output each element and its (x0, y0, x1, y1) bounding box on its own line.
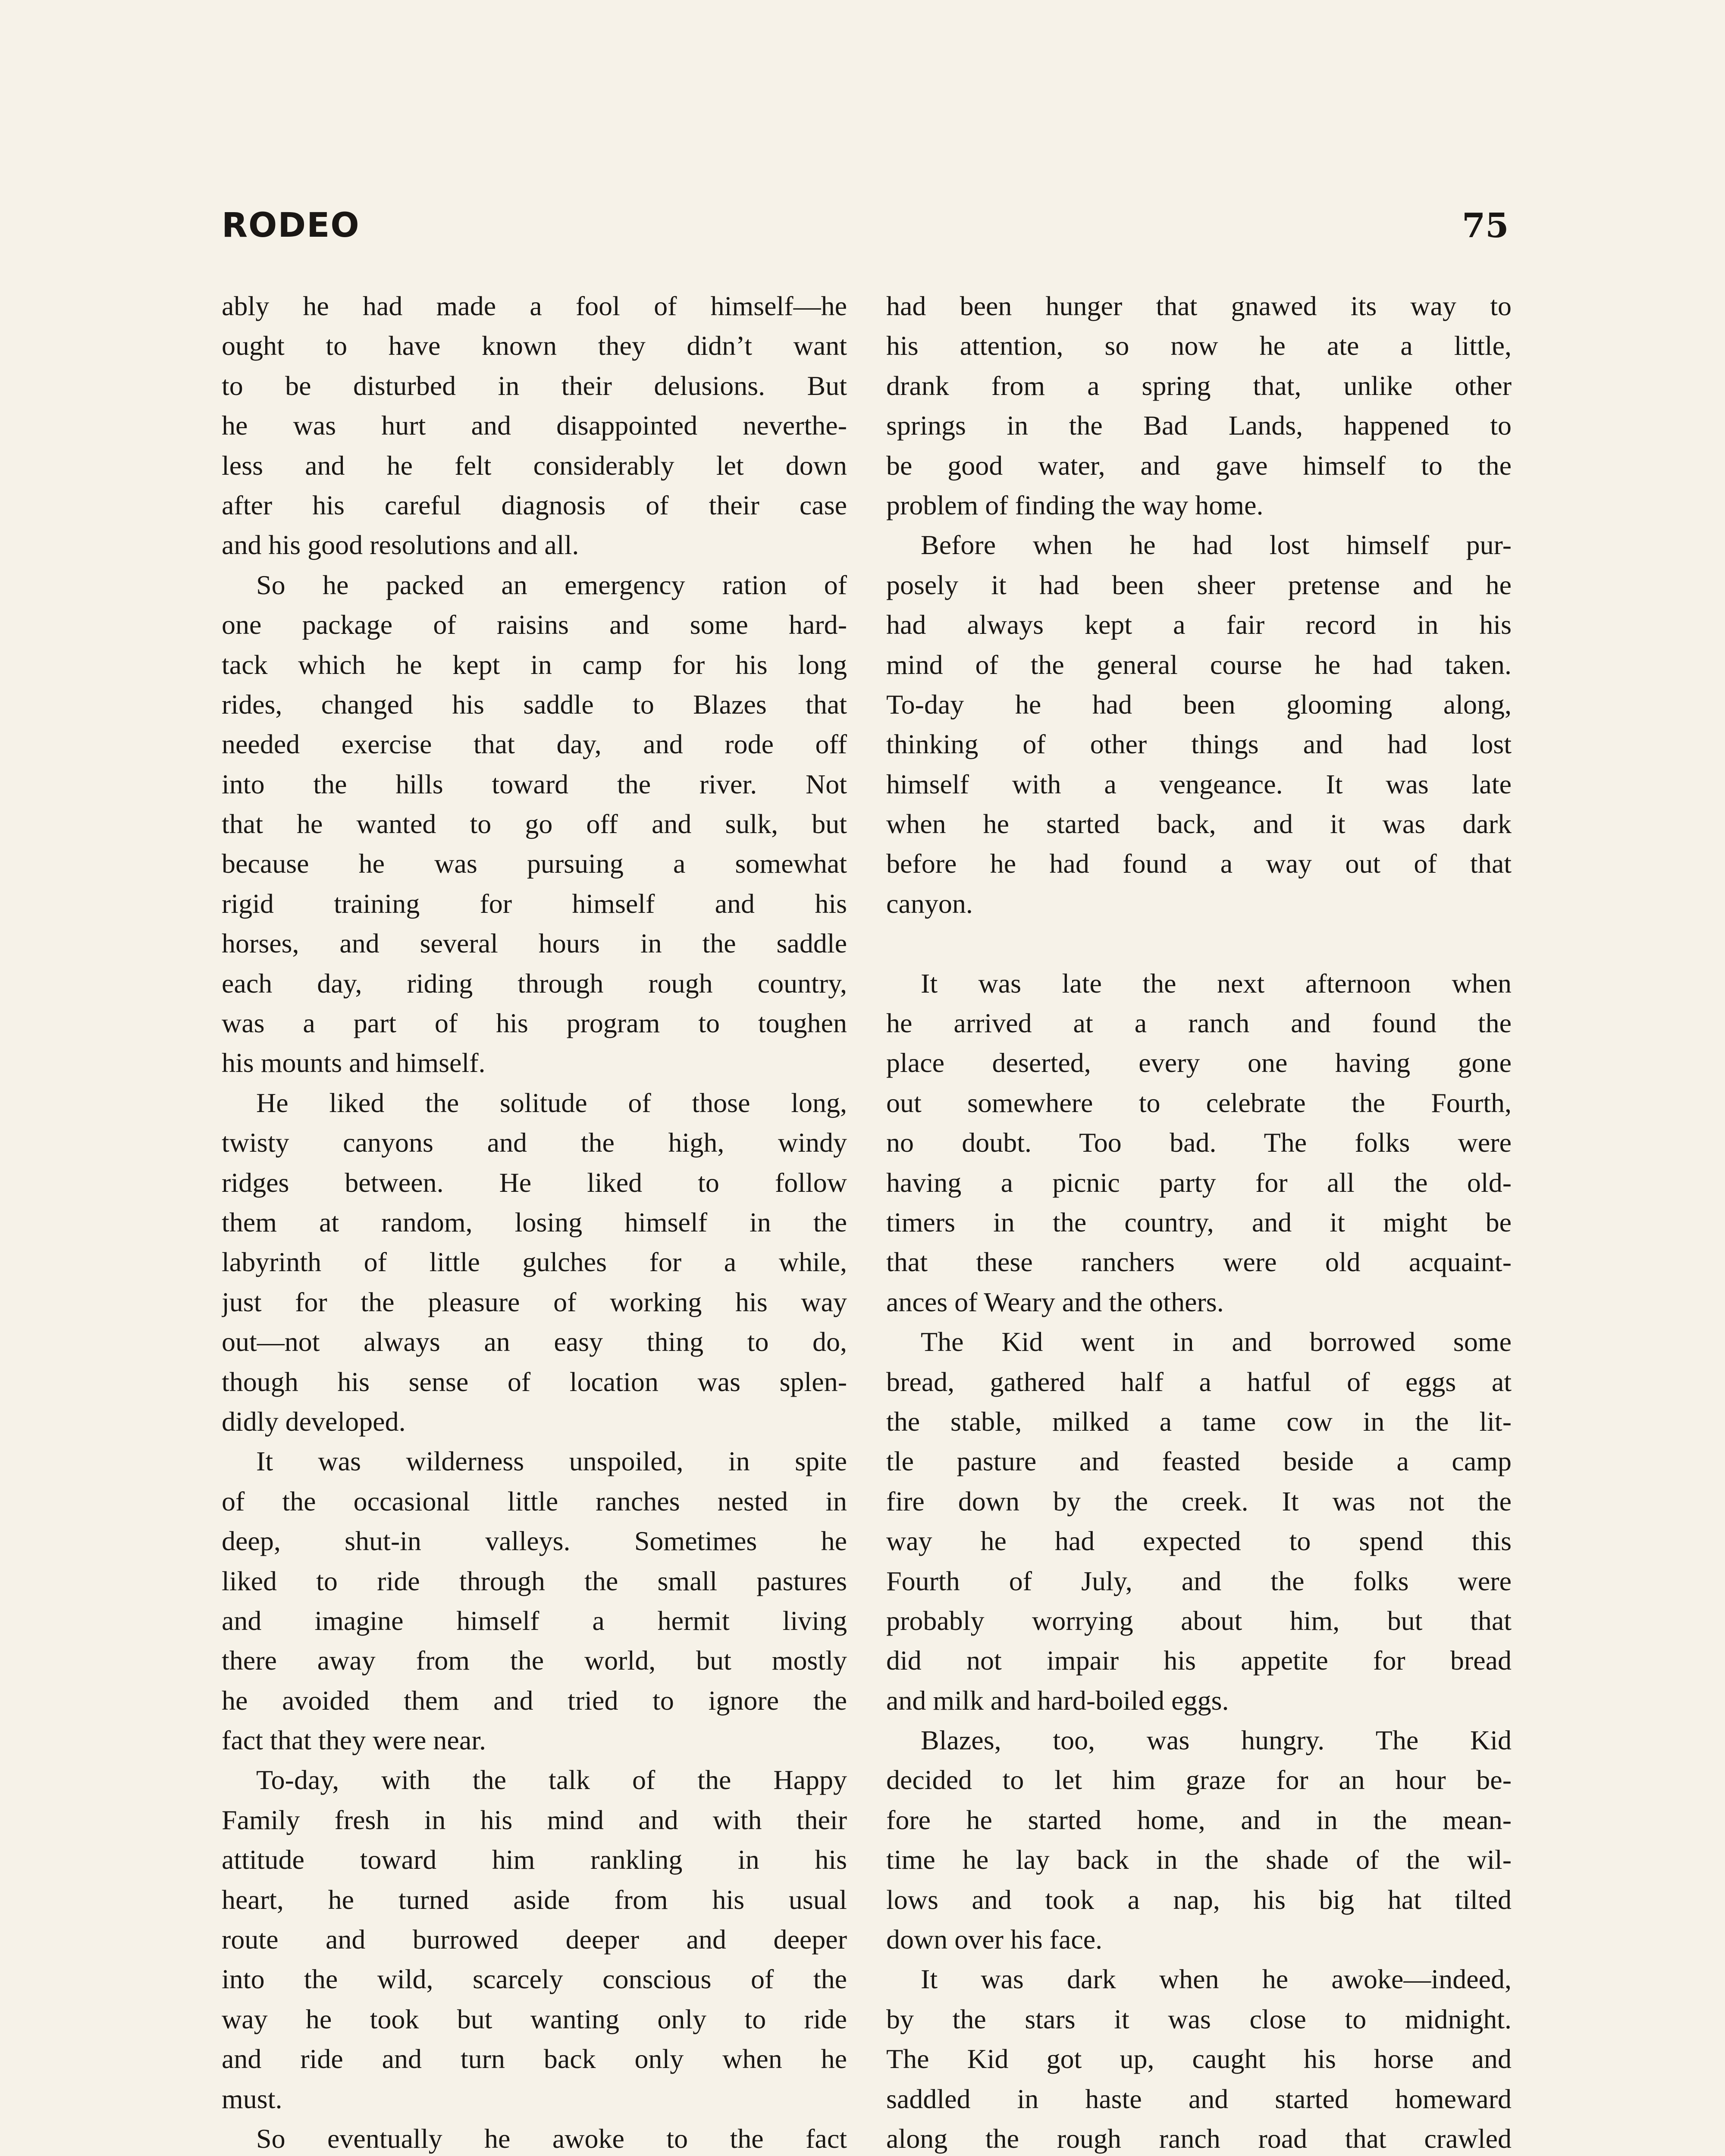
text-line: was a part of his program to toughen (222, 1008, 847, 1039)
text-line: into the wild, scarcely conscious of the (222, 1964, 847, 1995)
text-line: mind of the general course he had taken. (886, 649, 1512, 680)
text-line: into the hills toward the river. Not (222, 768, 847, 799)
right-text-column (886, 286, 1512, 2156)
text-line: It was dark when he awoke—indeed, (921, 1964, 1512, 1995)
text-line: because he was pursuing a somewhat (222, 848, 847, 879)
text-line: had always kept a fair record in his (886, 609, 1512, 640)
text-line: The Kid got up, caught his horse and (886, 2043, 1512, 2075)
text-line: them at random, losing himself in the (222, 1206, 847, 1238)
text-line: horses, and several hours in the saddle (222, 928, 847, 959)
text-line: drank from a spring that, unlike other (886, 370, 1512, 401)
text-line: ought to have known they didn’t want (222, 330, 847, 361)
text-line: lows and took a nap, his big hat tilted (886, 1884, 1512, 1915)
text-line: be good water, and gave himself to the (886, 450, 1512, 481)
text-line: after his careful diagnosis of their case (222, 489, 847, 520)
text-line: problem of finding the way home. (886, 489, 1264, 520)
text-line: when he started back, and it was dark (886, 808, 1512, 840)
text-line: fire down by the creek. It was not the (886, 1485, 1512, 1517)
text-line: had been hunger that gnawed its way to (886, 291, 1512, 321)
text-line: and ride and turn back only when he (222, 2043, 847, 2075)
text-line: Blazes, too, was hungry. The Kid (921, 1725, 1512, 1756)
text-line: It was late the next afternoon when (921, 968, 1512, 999)
text-line: having a picnic party for all the old- (886, 1167, 1512, 1198)
text-line: place deserted, every one having gone (886, 1047, 1512, 1078)
text-line: So he packed an emergency ration of (256, 569, 847, 600)
text-line: rigid training for himself and his (222, 888, 847, 919)
text-line: way he had expected to spend this (886, 1526, 1512, 1557)
running-title: RODEO (222, 206, 360, 245)
text-line: posely it had been sheer pretense and he (886, 569, 1512, 600)
text-line: he avoided them and tried to ignore the (222, 1685, 847, 1716)
text-line: It was wilderness unspoiled, in spite (256, 1446, 847, 1477)
text-line: He liked the solitude of those long, (256, 1087, 847, 1118)
text-line: no doubt. Too bad. The folks were (886, 1127, 1512, 1158)
text-line: did not impair his appetite for bread (886, 1645, 1512, 1676)
text-line: less and he felt considerably let down (222, 450, 847, 481)
text-line: rides, changed his saddle to Blazes that (222, 689, 847, 720)
text-line: before he had found a way out of that (886, 848, 1512, 879)
text-line: and his good resolutions and all. (222, 530, 579, 561)
text-line: ridges between. He liked to follow (222, 1167, 847, 1198)
text-line: To-day, with the talk of the Happy (256, 1764, 847, 1796)
text-line: Family fresh in his mind and with their (222, 1804, 847, 1835)
text-line: labyrinth of little gulches for a while, (222, 1247, 847, 1278)
text-line: canyon. (886, 888, 973, 919)
text-line: Fourth of July, and the folks were (886, 1565, 1512, 1596)
text-line: must. (222, 2083, 282, 2114)
text-line: fore he started home, and in the mean- (886, 1804, 1512, 1835)
text-line: by the stars it was close to midnight. (886, 2003, 1512, 2034)
text-line: way he took but wanting only to ride (222, 2003, 847, 2034)
left-text-column (222, 286, 847, 2156)
text-line: probably worrying about him, but that (886, 1605, 1512, 1636)
text-line: himself with a vengeance. It was late (886, 768, 1512, 799)
text-line: the stable, milked a tame cow in the lit- (886, 1406, 1512, 1437)
text-line: of the occasional little ranches nested in (222, 1485, 847, 1517)
text-line: thinking of other things and had lost (886, 729, 1512, 760)
page-number: 75 (1462, 206, 1509, 245)
text-line: springs in the Bad Lands, happened to (886, 410, 1512, 441)
text-line: he was hurt and disappointed neverthe- (222, 410, 847, 441)
text-line: saddled in haste and started homeward (886, 2083, 1512, 2114)
text-line: tack which he kept in camp for his long (222, 649, 847, 680)
text-line: heart, he turned aside from his usual (222, 1884, 847, 1915)
text-line: there away from the world, but mostly (222, 1645, 847, 1676)
text-line: ably he had made a fool of himself—he (222, 291, 847, 321)
text-line: ances of Weary and the others. (886, 1286, 1224, 1317)
text-line: twisty canyons and the high, windy (222, 1127, 847, 1158)
text-line: fact that they were near. (222, 1725, 486, 1756)
text-line: The Kid went in and borrowed some (921, 1326, 1512, 1357)
section-break (886, 924, 1512, 963)
text-line: his mounts and himself. (222, 1047, 486, 1078)
text-line: his attention, so now he ate a little, (886, 330, 1512, 361)
text-line: To-day he had been glooming along, (886, 689, 1512, 720)
text-line: and milk and hard-boiled eggs. (886, 1685, 1229, 1716)
text-line: timers in the country, and it might be (886, 1206, 1512, 1238)
text-line: tle pasture and feasted beside a camp (886, 1446, 1512, 1477)
text-line: bread, gathered half a hatful of eggs at (886, 1366, 1512, 1397)
text-line: deep, shut-in valleys. Sometimes he (222, 1526, 847, 1557)
text-line: to be disturbed in their delusions. But (222, 370, 847, 401)
text-line: that these ranchers were old acquaint- (886, 1247, 1512, 1278)
text-line: needed exercise that day, and rode off (222, 729, 847, 760)
text-line: along the rough ranch road that crawled (886, 2123, 1512, 2154)
text-line: that he wanted to go off and sulk, but (222, 808, 847, 840)
text-line: just for the pleasure of working his way (222, 1286, 847, 1317)
text-line: decided to let him graze for an hour be- (886, 1764, 1512, 1796)
text-line: So eventually he awoke to the fact (256, 2123, 847, 2154)
text-line: he arrived at a ranch and found the (886, 1008, 1512, 1039)
text-line: each day, riding through rough country, (222, 968, 847, 999)
text-line: Before when he had lost himself pur- (921, 530, 1512, 561)
text-line: out—not always an easy thing to do, (222, 1326, 847, 1357)
text-line: one package of raisins and some hard- (222, 609, 847, 640)
text-line: didly developed. (222, 1406, 406, 1437)
text-line: attitude toward him rankling in his (222, 1844, 847, 1875)
text-line: and imagine himself a hermit living (222, 1605, 847, 1636)
text-line: liked to ride through the small pastures (222, 1565, 847, 1596)
text-line: down over his face. (886, 1924, 1103, 1955)
text-line: out somewhere to celebrate the Fourth, (886, 1087, 1512, 1118)
text-line: time he lay back in the shade of the wil- (886, 1844, 1512, 1875)
text-line: route and burrowed deeper and deeper (222, 1924, 847, 1955)
text-line: though his sense of location was splen- (222, 1366, 847, 1397)
